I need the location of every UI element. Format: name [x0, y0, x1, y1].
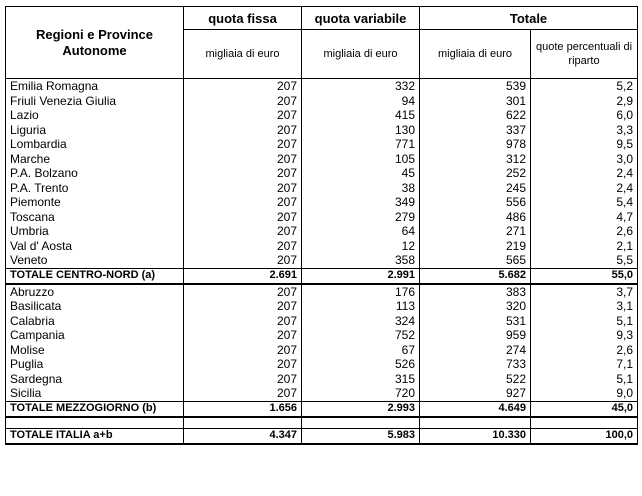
- header-quota-fissa: quota fissa: [184, 7, 302, 30]
- row-fissa: 207: [184, 79, 302, 94]
- table-row: [6, 357, 638, 372]
- row-name: Emilia Romagna: [6, 79, 184, 94]
- row-variabile: 279: [302, 210, 420, 225]
- table-row: [6, 253, 638, 268]
- row-variabile: 12: [302, 239, 420, 254]
- row-totale: 959: [420, 328, 531, 343]
- spacer-cell: [420, 417, 531, 429]
- row-variabile: 2.991: [302, 268, 420, 284]
- row-totale: 486: [420, 210, 531, 225]
- row-percent: 9,0: [531, 386, 638, 401]
- row-fissa: 207: [184, 239, 302, 254]
- row-name: P.A. Trento: [6, 181, 184, 196]
- row-percent: 3,1: [531, 299, 638, 314]
- row-fissa: 207: [184, 328, 302, 343]
- row-variabile: 324: [302, 314, 420, 329]
- table-row: [6, 94, 638, 109]
- row-variabile: 720: [302, 386, 420, 401]
- row-name: TOTALE CENTRO-NORD (a): [6, 268, 184, 284]
- row-totale: 539: [420, 79, 531, 94]
- unit-fissa: migliaia di euro: [184, 30, 302, 79]
- table-row: [6, 108, 638, 123]
- row-variabile: 771: [302, 137, 420, 152]
- row-variabile: 2.993: [302, 401, 420, 417]
- table-row: [6, 123, 638, 138]
- row-variabile: 113: [302, 299, 420, 314]
- row-fissa: 207: [184, 386, 302, 401]
- row-totale: 927: [420, 386, 531, 401]
- row-variabile: 315: [302, 372, 420, 387]
- row-variabile: 526: [302, 357, 420, 372]
- table-row: [6, 343, 638, 358]
- row-fissa: 207: [184, 94, 302, 109]
- table-row: [6, 386, 638, 401]
- row-percent: 9,3: [531, 328, 638, 343]
- row-totale: 301: [420, 94, 531, 109]
- row-name: Basilicata: [6, 299, 184, 314]
- table-row: [6, 224, 638, 239]
- row-percent: 6,0: [531, 108, 638, 123]
- row-totale: 252: [420, 166, 531, 181]
- row-percent: 5,1: [531, 372, 638, 387]
- row-name: Val d' Aosta: [6, 239, 184, 254]
- row-variabile: 358: [302, 253, 420, 268]
- table-row: [6, 299, 638, 314]
- row-percent: 3,7: [531, 284, 638, 300]
- row-fissa: 207: [184, 343, 302, 358]
- row-name: Piemonte: [6, 195, 184, 210]
- row-variabile: 752: [302, 328, 420, 343]
- row-percent: 9,5: [531, 137, 638, 152]
- row-fissa: 4.347: [184, 428, 302, 444]
- row-name: Umbria: [6, 224, 184, 239]
- row-fissa: 207: [184, 137, 302, 152]
- unit-totale: migliaia di euro: [420, 30, 531, 79]
- row-percent: 7,1: [531, 357, 638, 372]
- row-name: Abruzzo: [6, 284, 184, 300]
- row-variabile: 105: [302, 152, 420, 167]
- row-name: Veneto: [6, 253, 184, 268]
- row-variabile: 332: [302, 79, 420, 94]
- row-name: Marche: [6, 152, 184, 167]
- row-fissa: 207: [184, 181, 302, 196]
- totale-centro-nord-row: [6, 268, 638, 284]
- row-name: Calabria: [6, 314, 184, 329]
- spacer-row: [6, 417, 638, 429]
- row-fissa: 207: [184, 108, 302, 123]
- table-row: [6, 210, 638, 225]
- row-name: Molise: [6, 343, 184, 358]
- row-percent: 4,7: [531, 210, 638, 225]
- mezzogiorno-rows: [6, 284, 638, 402]
- row-variabile: 67: [302, 343, 420, 358]
- row-totale: 622: [420, 108, 531, 123]
- row-percent: 2,4: [531, 166, 638, 181]
- row-name: TOTALE MEZZOGIORNO (b): [6, 401, 184, 417]
- row-variabile: 349: [302, 195, 420, 210]
- row-variabile: 5.983: [302, 428, 420, 444]
- table-header: [6, 7, 638, 79]
- row-name: P.A. Bolzano: [6, 166, 184, 181]
- row-percent: 2,4: [531, 181, 638, 196]
- table-row: [6, 314, 638, 329]
- row-variabile: 38: [302, 181, 420, 196]
- spacer-cell: [184, 417, 302, 429]
- row-totale: 531: [420, 314, 531, 329]
- row-percent: 5,4: [531, 195, 638, 210]
- totale-mezzogiorno-section: [6, 401, 638, 444]
- row-variabile: 64: [302, 224, 420, 239]
- row-totale: 320: [420, 299, 531, 314]
- table-row: [6, 195, 638, 210]
- row-percent: 100,0: [531, 428, 638, 444]
- row-name: Sicilia: [6, 386, 184, 401]
- row-totale: 219: [420, 239, 531, 254]
- row-percent: 2,1: [531, 239, 638, 254]
- table-row: [6, 284, 638, 300]
- allocation-table: [5, 6, 638, 445]
- row-variabile: 130: [302, 123, 420, 138]
- allocation-table-sheet: [5, 6, 637, 492]
- spacer-cell: [6, 417, 184, 429]
- row-name: Toscana: [6, 210, 184, 225]
- table-row: [6, 181, 638, 196]
- header-quota-variabile: quota variabile: [302, 7, 420, 30]
- row-fissa: 207: [184, 299, 302, 314]
- centro-nord-rows: [6, 79, 638, 269]
- row-totale: 522: [420, 372, 531, 387]
- header-region: Regioni e Province Autonome: [6, 7, 184, 79]
- row-name: Sardegna: [6, 372, 184, 387]
- row-fissa: 207: [184, 210, 302, 225]
- row-fissa: 207: [184, 357, 302, 372]
- row-percent: 5,5: [531, 253, 638, 268]
- table-row: [6, 239, 638, 254]
- header-totale: Totale: [420, 7, 638, 30]
- row-totale: 245: [420, 181, 531, 196]
- row-totale: 5.682: [420, 268, 531, 284]
- table-row: [6, 328, 638, 343]
- row-fissa: 207: [184, 284, 302, 300]
- row-totale: 383: [420, 284, 531, 300]
- row-percent: 5,1: [531, 314, 638, 329]
- row-totale: 274: [420, 343, 531, 358]
- row-variabile: 415: [302, 108, 420, 123]
- totale-mezzogiorno-row: [6, 401, 638, 417]
- table-row: [6, 137, 638, 152]
- row-percent: 55,0: [531, 268, 638, 284]
- row-totale: 556: [420, 195, 531, 210]
- row-name: TOTALE ITALIA a+b: [6, 428, 184, 444]
- spacer-cell: [302, 417, 420, 429]
- table-row: [6, 152, 638, 167]
- row-totale: 10.330: [420, 428, 531, 444]
- row-fissa: 207: [184, 152, 302, 167]
- row-fissa: 207: [184, 314, 302, 329]
- totale-italia-row: [6, 428, 638, 444]
- row-variabile: 45: [302, 166, 420, 181]
- row-fissa: 1.656: [184, 401, 302, 417]
- row-totale: 978: [420, 137, 531, 152]
- unit-percent: quote percentuali di riparto: [531, 30, 638, 79]
- row-percent: 3,0: [531, 152, 638, 167]
- row-totale: 4.649: [420, 401, 531, 417]
- spacer-cell: [531, 417, 638, 429]
- row-variabile: 94: [302, 94, 420, 109]
- row-percent: 2,9: [531, 94, 638, 109]
- row-totale: 733: [420, 357, 531, 372]
- row-name: Lazio: [6, 108, 184, 123]
- row-fissa: 2.691: [184, 268, 302, 284]
- unit-variabile: migliaia di euro: [302, 30, 420, 79]
- row-percent: 2,6: [531, 224, 638, 239]
- row-totale: 271: [420, 224, 531, 239]
- table-row: [6, 372, 638, 387]
- row-totale: 565: [420, 253, 531, 268]
- row-percent: 45,0: [531, 401, 638, 417]
- row-fissa: 207: [184, 253, 302, 268]
- row-name: Puglia: [6, 357, 184, 372]
- row-fissa: 207: [184, 195, 302, 210]
- row-name: Campania: [6, 328, 184, 343]
- totale-centro-nord-section: [6, 268, 638, 284]
- row-percent: 5,2: [531, 79, 638, 94]
- row-variabile: 176: [302, 284, 420, 300]
- table-row: [6, 166, 638, 181]
- row-percent: 3,3: [531, 123, 638, 138]
- row-fissa: 207: [184, 123, 302, 138]
- row-name: Lombardia: [6, 137, 184, 152]
- row-totale: 337: [420, 123, 531, 138]
- row-name: Liguria: [6, 123, 184, 138]
- row-totale: 312: [420, 152, 531, 167]
- row-fissa: 207: [184, 224, 302, 239]
- row-percent: 2,6: [531, 343, 638, 358]
- table-row: [6, 79, 638, 94]
- row-fissa: 207: [184, 166, 302, 181]
- row-name: Friuli Venezia Giulia: [6, 94, 184, 109]
- row-fissa: 207: [184, 372, 302, 387]
